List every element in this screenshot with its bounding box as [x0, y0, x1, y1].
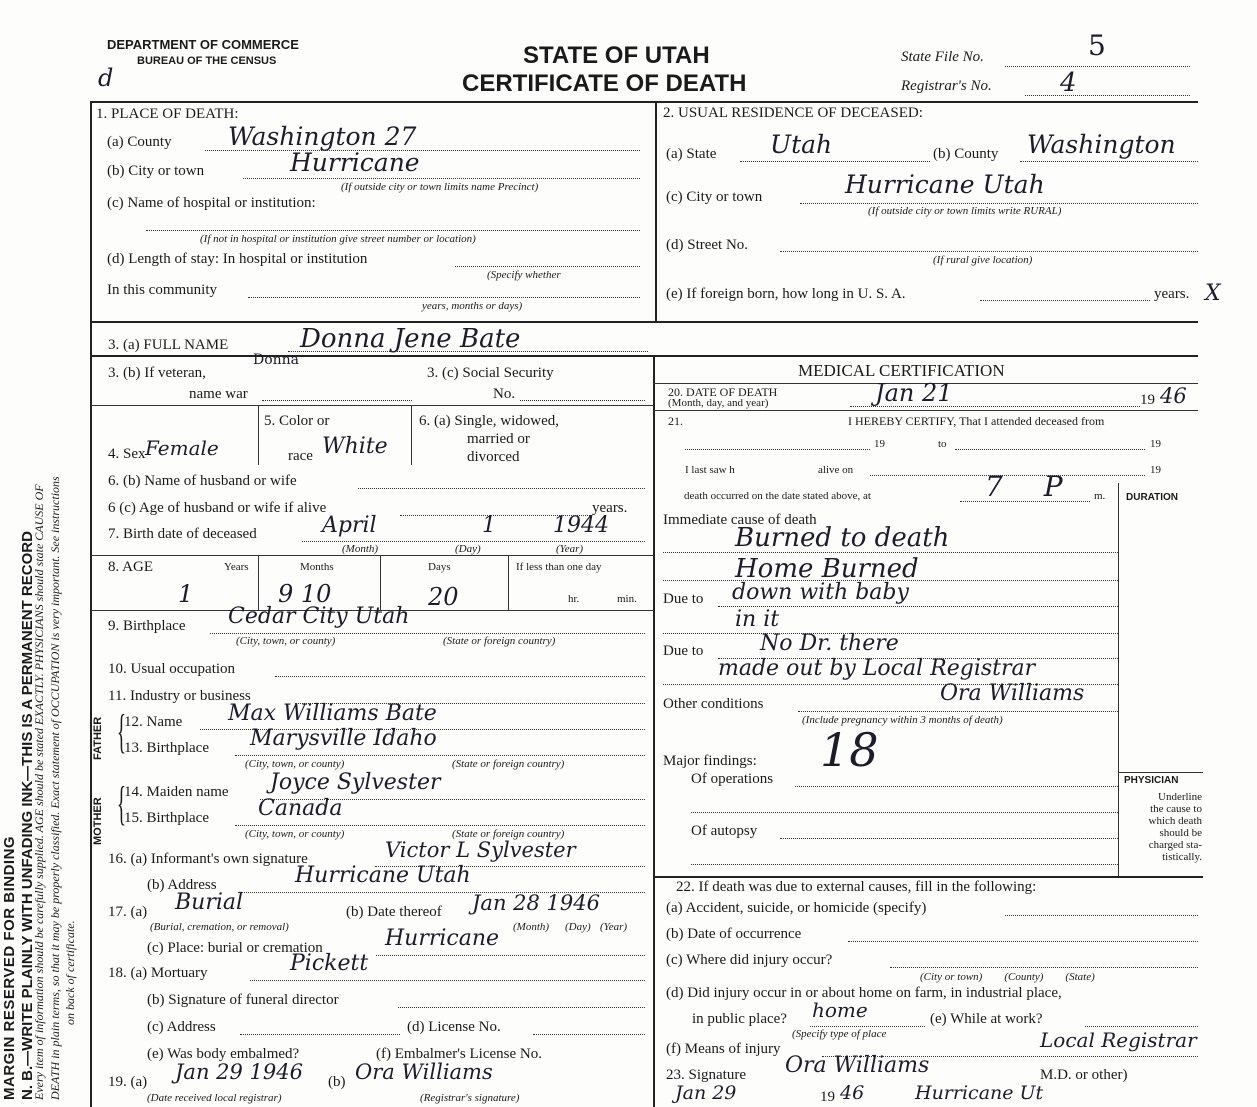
signature-suffix: M.D. or other) [1040, 1067, 1128, 1083]
alive-on-label: alive on [818, 464, 854, 476]
duration-label: DURATION [1126, 492, 1179, 503]
informant-signature-label: 16. (a) Informant's own signature [108, 851, 308, 867]
length-of-stay-label: (d) Length of stay: In hospital or institution [107, 251, 368, 267]
age-label: 8. AGE [108, 559, 153, 575]
physician-note: Underline the cause to which death should be charged sta- tistically. [1148, 791, 1202, 863]
residence-county-label: (b) County [933, 146, 999, 162]
spouse-age-label: 6 (c) Age of husband or wife if alive [108, 500, 327, 516]
race-label: race [288, 448, 313, 464]
birth-day-caption: (Day) [455, 543, 481, 555]
mother-birthplace-value: Canada [258, 796, 343, 821]
veteran-war-label: name war [189, 386, 248, 402]
spouse-age-unit: years. [592, 500, 628, 516]
immediate-cause-label: Immediate cause of death [663, 512, 817, 528]
less-than-day-label: If less than one day [516, 561, 602, 573]
sex-label: 4. Sex [108, 446, 146, 462]
informant-signature-value: Victor L Sylvester [385, 838, 576, 862]
attended-from-year: 19 [874, 438, 885, 450]
external-causes-heading: 22. If death was due to external causes, fill in the following: [676, 879, 1037, 895]
residence-county-value: Washington [1027, 130, 1176, 159]
bottom-address-value: Hurricane Ut [915, 1082, 1044, 1104]
certify-text: I HEREBY CERTIFY, That I attended deceased from [848, 414, 1105, 428]
state-file-label: State File No. [901, 49, 984, 65]
place-of-death-heading: 1. PLACE OF DEATH: [96, 106, 239, 122]
age-years-value: 1 [178, 580, 194, 608]
death-city-value: Hurricane [290, 148, 420, 177]
due-to-value-2b: made out by Local Registrar [718, 656, 1036, 681]
marital-label-3: divorced [467, 449, 520, 465]
state-title: STATE OF UTAH [523, 42, 710, 69]
age-days-label: Days [428, 561, 451, 573]
other-conditions-label: Other conditions [663, 696, 764, 712]
public-place-label: in public place? [692, 1011, 787, 1027]
birthplace-caption-1: (City, town, or county) [236, 635, 336, 647]
embalmer-license-label: (f) Embalmer's License No. [376, 1046, 542, 1062]
race-value: White [322, 434, 388, 459]
residence-state-value: Utah [770, 130, 833, 159]
age-days-value: 20 [428, 583, 459, 611]
death-county-value: Washington 27 [228, 122, 417, 151]
bottom-year-value: 46 [840, 1082, 865, 1104]
of-operations-label: Of operations [691, 771, 774, 787]
age-months-label: Months [300, 561, 334, 573]
residence-city-note: (If outside city or town limits write RURAL) [868, 205, 1062, 217]
accident-label: (a) Accident, suicide, or homicide (specify) [666, 900, 927, 916]
burial-date-label: (b) Date thereof [346, 904, 442, 920]
major-findings-mark: 18 [820, 723, 879, 777]
received-label: 19. (a) [108, 1074, 148, 1090]
father-birthplace-value: Marysville Idaho [250, 726, 437, 751]
burial-label: 17. (a) [108, 904, 148, 920]
due-to-value-1b: in it [735, 607, 780, 632]
mortuary-label: 18. (a) Mortuary [108, 965, 208, 981]
last-saw-year: 19 [1150, 464, 1161, 476]
other-conditions-note: (Include pregnancy within 3 months of death) [802, 714, 1003, 726]
burial-date-value: Jan 28 1946 [472, 891, 600, 915]
signature-label: 23. Signature [666, 1067, 746, 1083]
burial-value: Burial [175, 890, 244, 915]
mother-maiden-value: Joyce Sylvester [270, 770, 441, 795]
sex-value: Female [145, 436, 219, 460]
father-name-label: 12. Name [124, 714, 183, 730]
injury-place-label: (d) Did injury occur in or about home on farm, in industrial place, [666, 985, 1062, 1001]
hours-label: hr. [568, 593, 580, 605]
birthplace-value: Cedar City Utah [228, 604, 410, 629]
burial-place-label: (c) Place: burial or cremation [147, 940, 323, 956]
margin-instruction-3: on back of certificate. [63, 920, 77, 1025]
death-city-note: (If outside city or town limits name Precinct) [341, 181, 539, 193]
bottom-date-value: Jan 29 [675, 1082, 737, 1104]
residence-heading: 2. USUAL RESIDENCE OF DECEASED: [663, 105, 923, 121]
state-file-number: 5 [1088, 29, 1106, 62]
father-side-label: FATHER [92, 716, 104, 760]
father-bp-caption-2: (State or foreign country) [452, 758, 565, 770]
color-label: 5. Color or [264, 413, 330, 429]
birthplace-label: 9. Birthplace [108, 618, 186, 634]
burial-place-value: Hurricane [385, 926, 500, 951]
ssn-no-label: No. [493, 386, 516, 402]
of-autopsy-label: Of autopsy [691, 823, 758, 839]
signature-note: Local Registrar [1040, 1028, 1197, 1052]
father-bp-caption-1: (City, town, or county) [245, 758, 345, 770]
means-of-injury-label: (f) Means of injury [666, 1041, 781, 1057]
date-of-death-label: 20. DATE OF DEATH [668, 385, 778, 399]
death-year-value: 46 [1160, 384, 1187, 408]
burial-day-caption: (Day) [565, 921, 591, 933]
birth-month-value: April [322, 513, 377, 538]
death-city-label: (b) City or town [107, 163, 205, 179]
marital-label: 6. (a) Single, widowed, [419, 413, 559, 429]
while-at-work-label: (e) While at work? [930, 1011, 1043, 1027]
time-of-death-value: 7 P [985, 470, 1079, 503]
license-label: (d) License No. [407, 1019, 501, 1035]
signature-value: Ora Williams [785, 1053, 930, 1078]
burial-caption: (Burial, cremation, or removal) [150, 921, 289, 933]
father-birthplace-label: 13. Birthplace [124, 740, 209, 756]
mortuary-value: Pickett [290, 951, 369, 976]
time-unit: m. [1094, 490, 1106, 502]
birthplace-caption-2: (State or foreign country) [443, 635, 556, 647]
foreign-born-label: (e) If foreign born, how long in U. S. A. [666, 286, 906, 302]
death-county-label: (a) County [107, 134, 172, 150]
margin-instruction-1: Every item of information should be carefully supplied. AGE should be stated EXACTLY. PHYSICIANS should state CAUSE OF [32, 484, 46, 1100]
age-months-value: 9 10 [278, 580, 332, 608]
death-occurred-label: death occurred on the date stated above, at [684, 490, 871, 502]
registrar-caption: (Registrar's signature) [420, 1092, 520, 1104]
foreign-born-unit: years. [1154, 286, 1190, 302]
injury-location-caption: (City or town) (County) (State) [920, 971, 1095, 983]
birthdate-label: 7. Birth date of deceased [108, 526, 257, 542]
immediate-cause-value-2: Home Burned [735, 554, 919, 584]
date-of-death-value: Jan 21 [875, 379, 953, 407]
registrar-number-label: Registrar's No. [901, 78, 992, 94]
birth-day-value: 1 [482, 513, 496, 538]
public-place-value: home [812, 998, 868, 1022]
father-name-value: Max Williams Bate [228, 701, 437, 726]
certificate-title: CERTIFICATE OF DEATH [462, 70, 747, 97]
mortuary-address-label: (c) Address [147, 1019, 216, 1035]
full-name-label: 3. (a) FULL NAME [108, 337, 229, 353]
registrar-number: 4 [1060, 68, 1077, 98]
birth-month-caption: (Month) [342, 543, 379, 555]
date-of-death-caption: (Month, day, and year) [668, 397, 769, 409]
place-type-note: (Specify type of place [792, 1028, 887, 1040]
occurrence-date-label: (b) Date of occurrence [666, 926, 802, 942]
full-name-insert: Donna [253, 352, 300, 368]
other-conditions-value: Ora Williams [940, 681, 1085, 706]
physician-heading: PHYSICIAN [1124, 775, 1179, 786]
street-note: (If rural give location) [933, 254, 1033, 266]
foreign-born-mark: X [1205, 281, 1221, 306]
bureau-label: BUREAU OF THE CENSUS [137, 55, 277, 67]
embalmed-label: (e) Was body embalmed? [147, 1046, 300, 1062]
medical-cert-heading: MEDICAL CERTIFICATION [798, 361, 1005, 380]
margin-instruction-2: DEATH in plain terms, so that it may be properly classified. Exact statement of OCCUPATION is very important. See instructions [48, 476, 62, 1100]
residence-state-label: (a) State [666, 146, 717, 162]
spouse-name-label: 6. (b) Name of husband or wife [108, 473, 297, 489]
mother-bp-caption-2: (State or foreign country) [452, 828, 565, 840]
due-to-label-1: Due to [663, 591, 704, 607]
age-years-label: Years [224, 561, 249, 573]
due-to-value-1: down with baby [732, 580, 909, 605]
birth-year-value: 1944 [553, 513, 609, 538]
received-caption: (Date received local registrar) [147, 1092, 282, 1104]
injury-location-label: (c) Where did injury occur? [666, 952, 833, 968]
hospital-label: (c) Name of hospital or institution: [107, 195, 316, 211]
street-label: (d) Street No. [666, 237, 749, 253]
mother-birthplace-label: 15. Birthplace [124, 810, 209, 826]
attended-to-label: to [938, 438, 947, 450]
department-label: DEPARTMENT OF COMMERCE [107, 37, 299, 52]
residence-city-value: Hurricane Utah [845, 170, 1045, 199]
registrar-b-label: (b) [328, 1074, 346, 1090]
funeral-director-label: (b) Signature of funeral director [147, 992, 339, 1008]
residence-city-label: (c) City or town [666, 189, 763, 205]
attended-to-year: 19 [1150, 438, 1161, 450]
mother-side-label: MOTHER [92, 797, 104, 845]
burial-month-caption: (Month) [513, 921, 550, 933]
death-year-prefix: 19 [1140, 392, 1155, 408]
corner-mark: d [98, 64, 114, 92]
margin-binding-note: MARGIN RESERVED FOR BINDING [1, 835, 18, 1100]
due-to-label-2: Due to [663, 643, 704, 659]
due-to-value-2: No Dr. there [760, 631, 899, 656]
item-21-label: 21. [668, 414, 683, 428]
immediate-cause-value-1: Burned to death [735, 523, 950, 553]
burial-year-caption: (Year) [600, 921, 628, 933]
ssn-label: 3. (c) Social Security [427, 365, 554, 381]
minutes-label: min. [617, 593, 637, 605]
veteran-label: 3. (b) If veteran, [108, 365, 206, 381]
community-stay-label: In this community [107, 282, 217, 298]
major-findings-label: Major findings: [663, 753, 757, 769]
informant-address-label: (b) Address [147, 877, 217, 893]
mother-maiden-label: 14. Maiden name [124, 784, 229, 800]
stay-note: (Specify whether [487, 269, 561, 281]
marital-label-2: married or [467, 431, 530, 447]
registrar-signature-value: Ora Williams [355, 1060, 493, 1084]
full-name-value: Donna Jene Bate [300, 324, 521, 354]
birth-year-caption: (Year) [556, 543, 584, 555]
bottom-year-prefix: 19 [820, 1089, 835, 1105]
informant-address-value: Hurricane Utah [295, 863, 471, 888]
mother-bp-caption-1: (City, town, or county) [245, 828, 345, 840]
industry-label: 11. Industry or business [108, 688, 251, 704]
received-date-value: Jan 29 1946 [175, 1060, 303, 1084]
margin-write-plainly-note: N. B.—WRITE PLAINLY WITH UNFADING INK—THIS IS A PERMANENT RECORD [19, 531, 36, 1100]
community-note: years, months or days) [422, 300, 523, 312]
occupation-label: 10. Usual occupation [108, 661, 236, 677]
hospital-note: (If not in hospital or institution give street number or location) [200, 233, 476, 245]
last-saw-label: I last saw h [685, 464, 735, 476]
